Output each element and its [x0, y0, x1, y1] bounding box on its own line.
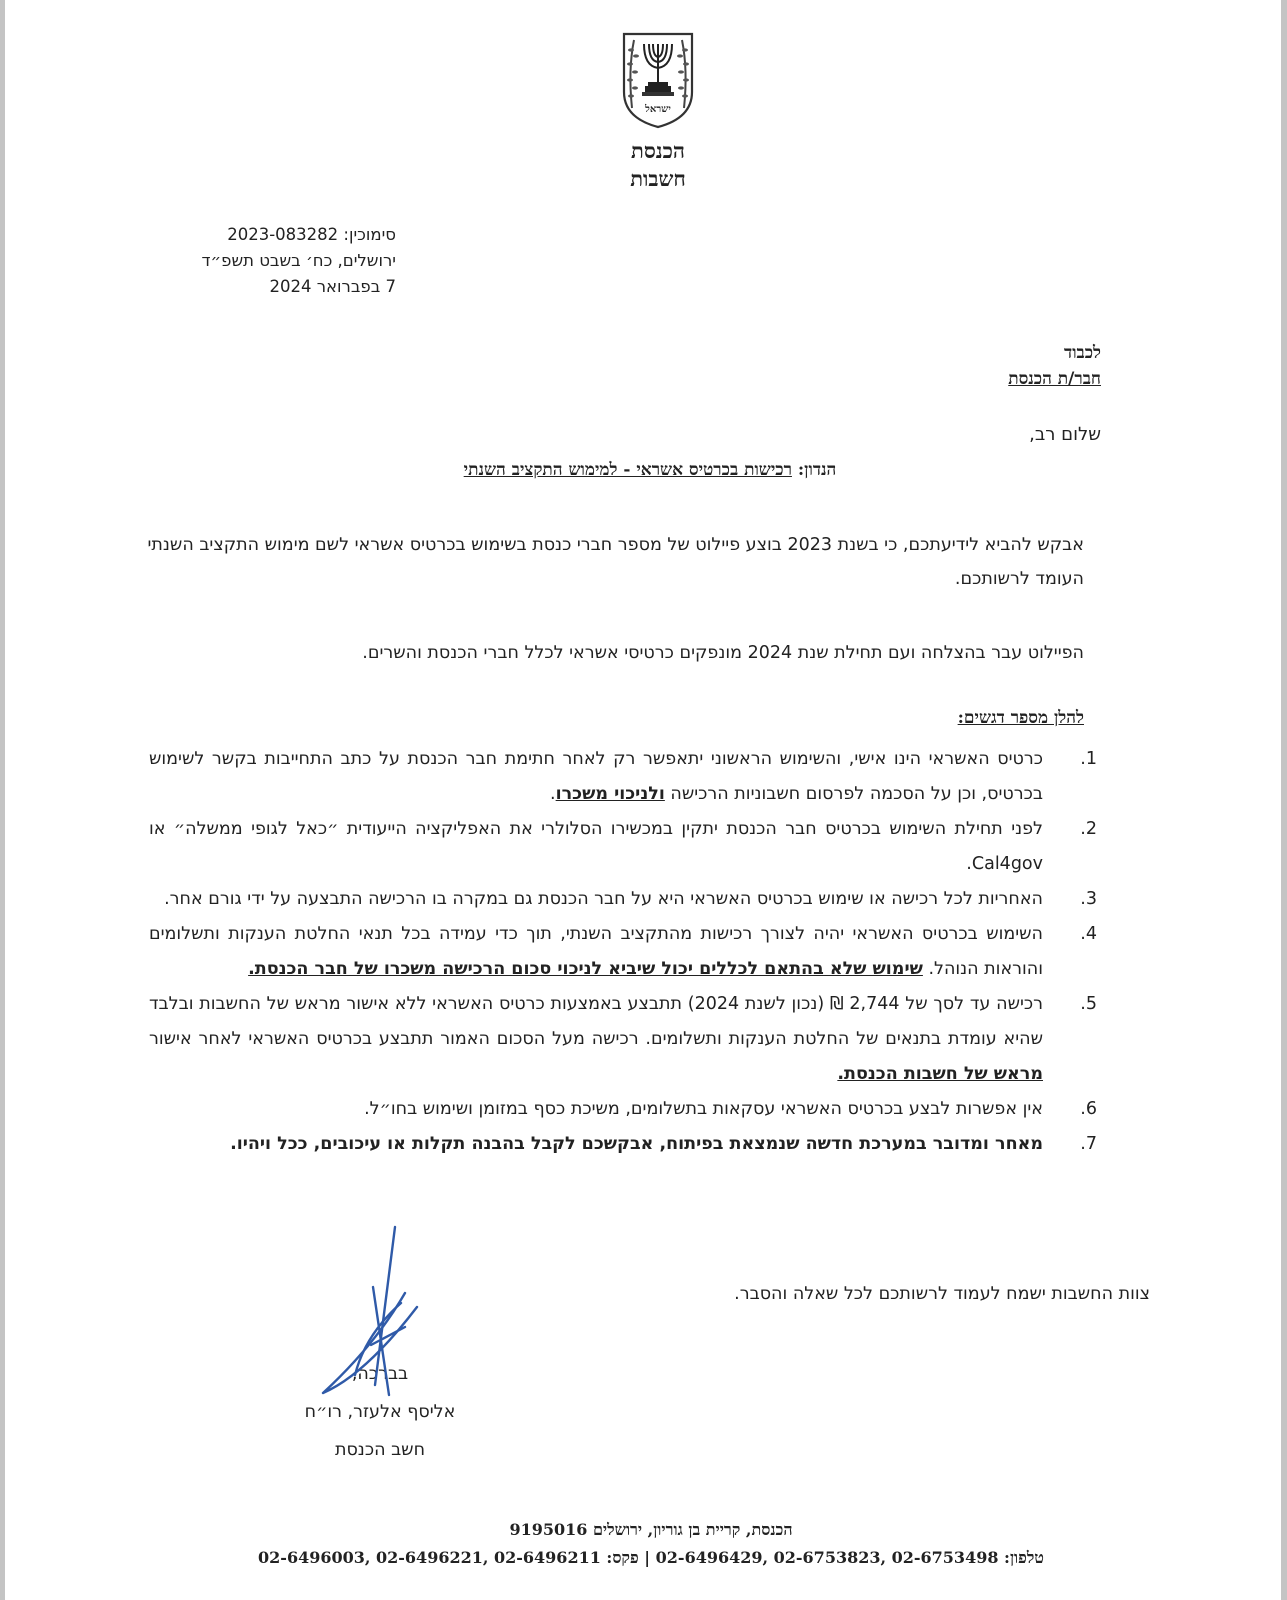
list-item-number: 7. [1080, 1134, 1097, 1154]
subject-line [380, 460, 920, 480]
signer-name: אליסף אלעזר, רו״ח [304, 1402, 456, 1422]
gregorian-date: 7 בפברואר 2024 [269, 277, 396, 296]
svg-text:ישראל: ישראל [645, 104, 671, 115]
list-item [149, 1127, 1099, 1162]
hebrew-date: ירושלים, כח׳ בשבט תשפ״ד [201, 251, 396, 270]
reference-number: 2023-083282 [227, 225, 339, 244]
salutation: לכבוד [1064, 343, 1101, 363]
list-item-emphasis: ולניכוי משכרו [555, 784, 665, 804]
list-item-text: רכישה עד לסך של 2,744 ₪ (נכון לשנת 2024) תתבצע באמצעות כרטיס האשראי ללא אישור מראש של החשבות ובלבד שהיא עומדת בתנאים של החלטת הענקות ותשלומים. רכישה מעל הסכום האמור תתבצע בכרטיס האשראי לאחר אישור מראש של חשבות הכנסת. [149, 994, 1044, 1084]
letter-footer [222, 1516, 1080, 1572]
body-paragraph-2: הפיילוט עבר בהצלחה ועם תחילת שנת 2024 מונפקים כרטיסי אשראי לכלל חברי הכנסת והשרים. [362, 643, 1084, 663]
list-item-number: 5. [1080, 994, 1097, 1014]
signature-block [290, 1355, 470, 1469]
list-item-emphasis: שימוש שלא בהתאם לכללים יכול שיביא לניכוי סכום הרכישה משכרו של חבר הכנסת. [248, 959, 923, 979]
list-item [149, 812, 1099, 882]
list-item-emphasis: מראש של חשבות הכנסת. [837, 1064, 1043, 1084]
list-item-text: השימוש בכרטיס האשראי יהיה לצורך רכישות מהתקציב השנתי, תוך כדי עמידה בכל תנאי החלטת הענקות ותשלומים והוראות הנוהל. שימוש שלא בהתאם לכללים יכול שיביא לניכוי סכום הרכישה משכרו של חבר הכנסת. [149, 924, 1043, 979]
document-meta [146, 222, 396, 300]
signer-title: חשב הכנסת [334, 1440, 426, 1460]
recipient-block [1008, 340, 1101, 392]
regards: בברכה, [351, 1364, 409, 1384]
footer-address: הכנסת, קריית בן גוריון, ירושלים 9195016 [509, 1520, 793, 1539]
list-item [149, 917, 1099, 987]
list-item-number: 2. [1080, 819, 1097, 839]
menorah-emblem-icon [620, 30, 696, 130]
reference-label: סימוכין: [343, 225, 396, 244]
list-item-number: 1. [1080, 749, 1097, 769]
list-item-number: 6. [1080, 1099, 1097, 1119]
list-item [149, 1092, 1099, 1127]
list-item-text: אין אפשרות לבצע בכרטיס האשראי עסקאות בתשלומים, משיכת כסף במזומן ושימוש בחו״ל. [364, 1099, 1043, 1119]
scan-edge-left [0, 0, 5, 1600]
list-item-text: מאחר ומדובר במערכת חדשה שנמצאת בפיתוח, אבקשכם לקבל בהבנה תקלות או עיכובים, ככל ויהיו. [230, 1134, 1043, 1154]
list-item-number: 4. [1080, 924, 1097, 944]
list-item-text: האחריות לכל רכישה או שימוש בכרטיס האשראי היא על חבר הכנסת גם במקרה בו הרכישה התבצעה על ידי גורם אחר. [164, 889, 1043, 909]
list-item [149, 882, 1099, 917]
reference-line [146, 222, 396, 248]
greeting: שלום רב, [1029, 424, 1101, 445]
org-name-accounting: חשבות [630, 166, 686, 191]
scan-edge-right [1281, 0, 1287, 1600]
organization-name [600, 137, 716, 193]
org-name-knesset: הכנסת [631, 138, 685, 163]
closing-line: צוות החשבות ישמח לעמוד לרשותכם לכל שאלה והסבר. [734, 1284, 1150, 1304]
list-item-text: לפני תחילת השימוש בכרטיס חבר הכנסת יתקין במכשירו הסלולרי את האפליקציה הייעודית ״כאל לגופי ממשלה״ או Cal4gov. [149, 819, 1043, 874]
list-item [149, 742, 1099, 812]
subject-label: הנדון: [797, 460, 837, 480]
footer-phones: טלפון: 02-6753498 ,02-6753823 ,02-6496429 | פקס: 02-6496211 ,02-6496221 ,02-6496003 [258, 1548, 1044, 1567]
recipient-name: חבר/ת הכנסת [1008, 369, 1101, 389]
body-paragraph-1: אבקש להביא לידיעתכם, כי בשנת 2023 בוצע פיילוט של מספר חברי כנסת בשימוש בכרטיס אשראי לשם מימוש התקציב השנתי העומד לרשותכם. [147, 535, 1084, 589]
list-item-text: כרטיס האשראי הינו אישי, והשימוש הראשוני יתאפשר רק לאחר חתימת חבר הכנסת על כתב התחייבות בקשר לשימוש בכרטיס, וכן על הסכמה לפרסום חשבוניות הרכישה ולניכוי משכרו. [149, 749, 1043, 804]
emphasis-list [149, 742, 1099, 1162]
list-title: להלן מספר דגשים: [957, 708, 1084, 728]
subject-text: רכישות בכרטיס אשראי - למימוש התקציב השנתי [463, 460, 792, 480]
list-item-number: 3. [1080, 889, 1097, 909]
list-item [149, 987, 1099, 1092]
